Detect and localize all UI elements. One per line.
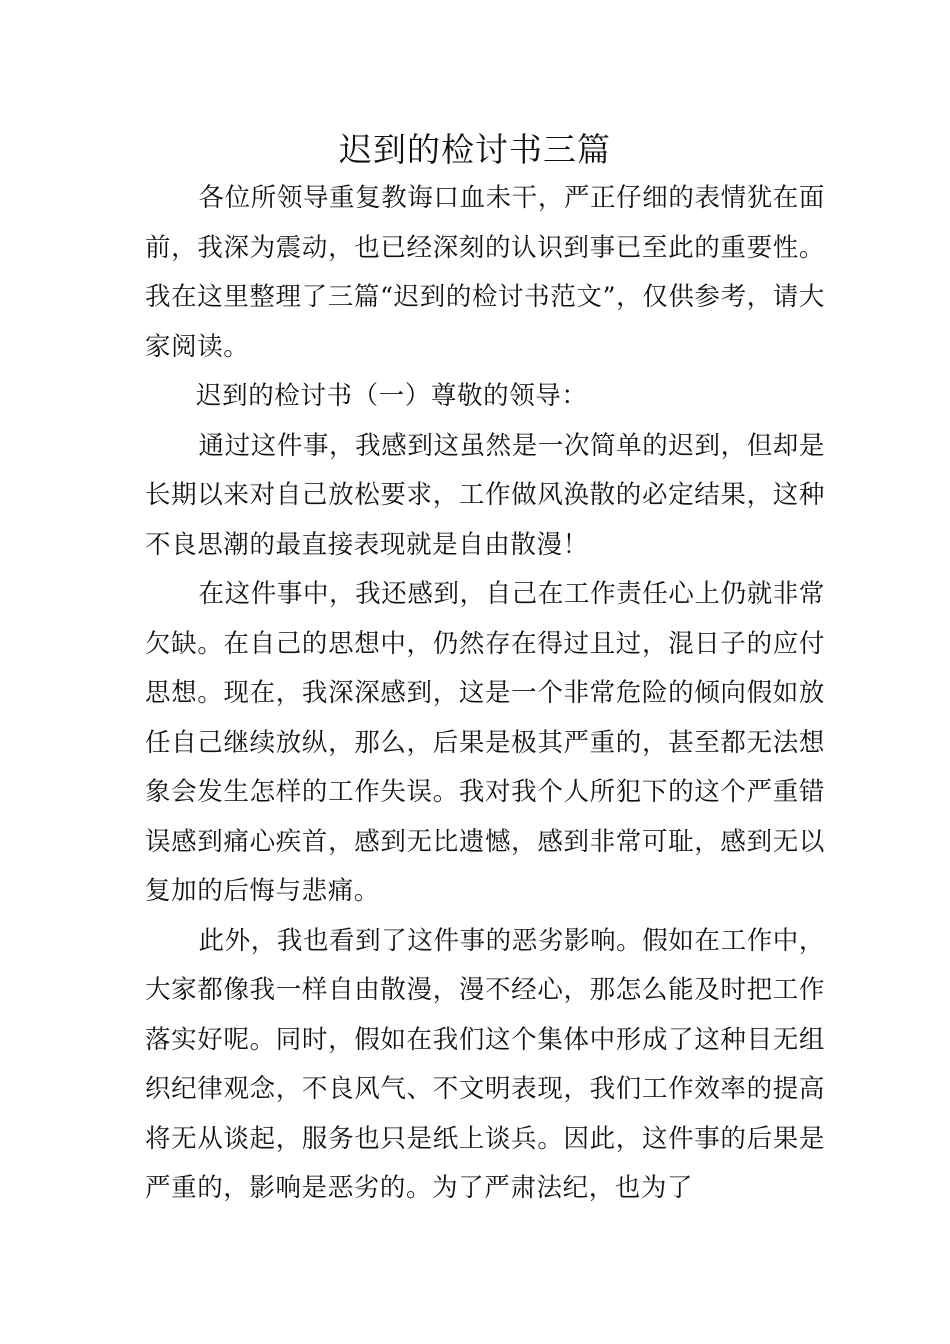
paragraph-responsibility: 在这件事中，我还感到，自己在工作责任心上仍就非常欠缺。在自己的思想中，仍然存在得过且过，混日子的应付思想。现在，我深深感到，这是一个非常危险的倾向假如放任自己继续放纵，那么，后果是极其严重的，甚至都无法想象会发生怎样的工作失误。我对我个人所犯下的这个严重错误感到痛心疾首，感到无比遗憾，感到非常可耻，感到无以复加的后悔与悲痛。 bbox=[145, 579, 825, 906]
document-body bbox=[145, 174, 825, 1214]
paragraph-intro: 各位所领导重复教诲口血未干，严正仔细的表情犹在面前，我深为震动，也已经深刻的认识到事已至此的重要性。我在这里整理了三篇“迟到的检讨书范文”，仅供参考，请大家阅读。 bbox=[145, 183, 825, 362]
paragraph-consequences: 此外，我也看到了这件事的恶劣影响。假如在工作中，大家都像我一样自由散漫，漫不经心，那怎么能及时把工作落实好呢。同时，假如在我们这个集体中形成了这种目无组织纪律观念，不良风气、不文明表现，我们工作效率的提高将无从谈起，服务也只是纸上谈兵。因此，这件事的后果是严重的，影响是恶劣的。为了严肃法纪，也为了 bbox=[145, 925, 825, 1203]
paragraph-reflection: 通过这件事，我感到这虽然是一次简单的迟到，但却是长期以来对自己放松要求，工作做风涣散的必定结果，这种不良思潮的最直接表现就是自由散漫！ bbox=[145, 430, 825, 560]
document-title: 迟到的检讨书三篇 bbox=[339, 130, 611, 169]
paragraph-section-heading: 迟到的检讨书（一）尊敬的领导： bbox=[196, 381, 588, 411]
